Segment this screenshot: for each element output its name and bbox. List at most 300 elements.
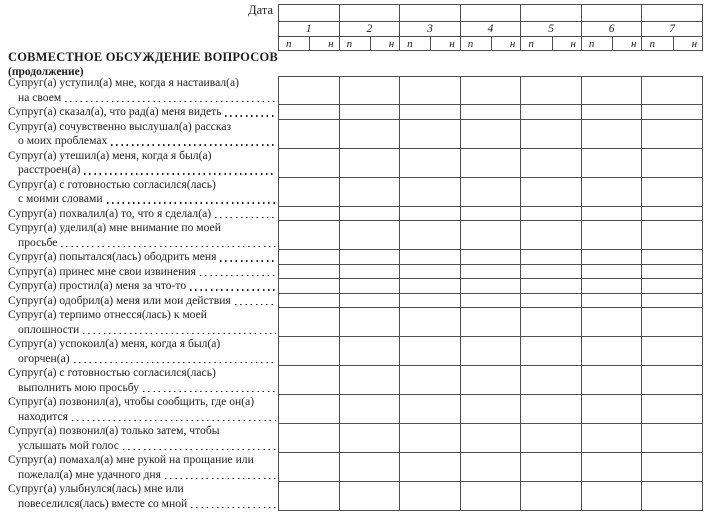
item-text xyxy=(8,250,278,265)
answer-cell xyxy=(340,453,401,482)
dotted-leader xyxy=(190,289,276,291)
item-line xyxy=(8,265,278,280)
answer-cell xyxy=(400,308,461,337)
dotted-leader xyxy=(65,101,276,103)
answer-cell xyxy=(642,395,703,424)
item-line xyxy=(8,192,278,207)
answer-cell xyxy=(582,250,643,265)
answer-cells xyxy=(278,149,703,178)
item-line xyxy=(8,279,278,294)
dotted-leader xyxy=(143,391,276,393)
items-grid xyxy=(8,76,703,511)
answer-cell xyxy=(340,424,401,453)
section-title: СОВМЕСТНОЕ ОБСУЖДЕНИЕ ВОПРОСОВ xyxy=(8,50,278,64)
item-line-text: находится xyxy=(18,409,68,423)
item-line-text: Супруг(а) уделил(а) мне внимание по моей xyxy=(8,221,221,234)
answer-cells xyxy=(278,424,703,453)
item-row xyxy=(8,149,703,178)
answer-cell xyxy=(461,308,522,337)
item-row xyxy=(8,76,703,105)
answer-cell xyxy=(521,120,582,149)
answer-cells xyxy=(278,250,703,265)
item-line-text: с моими словами xyxy=(18,192,103,205)
item-row xyxy=(8,120,703,149)
sub-column-n-2: н xyxy=(370,37,399,50)
answer-cell xyxy=(521,149,582,178)
answer-cells xyxy=(278,76,703,105)
item-line xyxy=(8,468,278,483)
answer-cell xyxy=(400,366,461,395)
date-entry-cell-3 xyxy=(399,5,460,21)
item-text xyxy=(8,221,278,250)
answer-cell xyxy=(340,178,401,207)
answer-cell xyxy=(521,105,582,120)
item-line-text: Супруг(а) позвонил(а) только затем, чтобы xyxy=(8,424,220,437)
answer-cells xyxy=(278,482,703,511)
answer-cell xyxy=(461,149,522,178)
answer-cell xyxy=(340,149,401,178)
answer-cell xyxy=(521,221,582,250)
answer-cell xyxy=(461,366,522,395)
date-label: Дата xyxy=(248,3,273,17)
sub-column-p-4: п xyxy=(467,37,474,50)
item-row xyxy=(8,294,703,309)
item-line-text: Супруг(а) терпимо отнесся(лась) к моей xyxy=(8,308,207,321)
answer-cell xyxy=(582,366,643,395)
item-line xyxy=(8,482,278,497)
item-row xyxy=(8,366,703,395)
answer-cell xyxy=(461,265,522,280)
answer-cell xyxy=(582,265,643,280)
item-line xyxy=(8,323,278,338)
answer-cell xyxy=(340,279,401,294)
item-text xyxy=(8,366,278,395)
dotted-leader xyxy=(235,304,276,306)
item-line xyxy=(8,395,278,410)
answer-cell xyxy=(582,424,643,453)
answer-cell xyxy=(461,453,522,482)
item-line-text: оплошности xyxy=(18,322,80,336)
answer-cell xyxy=(400,265,461,280)
answer-cell xyxy=(279,395,340,424)
dotted-leader xyxy=(215,217,276,219)
answer-cells xyxy=(278,221,703,250)
item-line-text: Супруг(а) с готовностью согласился(лась) xyxy=(8,177,216,191)
answer-cell xyxy=(582,120,643,149)
item-text xyxy=(8,337,278,366)
date-table xyxy=(278,4,703,51)
answer-cell xyxy=(279,482,340,511)
answer-cell xyxy=(521,279,582,294)
answer-cell xyxy=(279,265,340,280)
answer-cell xyxy=(582,149,643,178)
date-entry-cell-7 xyxy=(641,5,702,21)
column-number-4: 4 xyxy=(460,22,521,36)
answer-cell xyxy=(521,395,582,424)
item-text xyxy=(8,149,278,178)
answer-cell xyxy=(340,337,401,366)
item-row xyxy=(8,424,703,453)
answer-cell xyxy=(279,453,340,482)
answer-cell xyxy=(400,337,461,366)
item-line-text: расстроен(а) xyxy=(18,163,81,176)
answer-cell xyxy=(582,337,643,366)
item-line xyxy=(8,352,278,367)
answer-cell xyxy=(521,294,582,309)
column-number-7: 7 xyxy=(641,22,702,36)
answer-cell xyxy=(340,308,401,337)
column-number-5: 5 xyxy=(520,22,581,36)
answer-cell xyxy=(400,294,461,309)
item-line xyxy=(8,91,278,106)
item-text xyxy=(8,265,278,280)
item-line-text: выполнить мою просьбу xyxy=(18,380,140,394)
item-row xyxy=(8,207,703,222)
answer-cell xyxy=(582,207,643,222)
item-row xyxy=(8,178,703,207)
answer-cell xyxy=(340,482,401,511)
answer-cell xyxy=(642,424,703,453)
answer-cell xyxy=(582,453,643,482)
answer-cell xyxy=(642,76,703,105)
answer-cell xyxy=(582,105,643,120)
item-line-text: Супруг(а) одобрил(а) меня или мои действия xyxy=(8,293,231,307)
sub-column-p-6: п xyxy=(588,37,595,50)
dotted-leader xyxy=(200,275,276,277)
answer-cell xyxy=(642,105,703,120)
answer-cell xyxy=(521,366,582,395)
answer-cell xyxy=(461,395,522,424)
answer-cell xyxy=(642,265,703,280)
answer-cell xyxy=(582,308,643,337)
answer-cell xyxy=(400,279,461,294)
item-line xyxy=(8,294,278,309)
sub-column-pair-7 xyxy=(641,37,702,50)
answer-cells xyxy=(278,395,703,424)
item-line xyxy=(8,381,278,396)
item-line-text: повеселился(лась) вместе со мной xyxy=(18,496,188,510)
item-text xyxy=(8,178,278,207)
answer-cell xyxy=(461,250,522,265)
item-line xyxy=(8,236,278,251)
dotted-leader xyxy=(123,449,276,451)
answer-cell xyxy=(400,120,461,149)
answer-cell xyxy=(279,120,340,149)
answer-cell xyxy=(340,221,401,250)
item-text xyxy=(8,453,278,482)
answer-cell xyxy=(461,76,522,105)
answer-cell xyxy=(642,178,703,207)
answer-cell xyxy=(461,424,522,453)
item-text xyxy=(8,279,278,294)
answer-cell xyxy=(340,105,401,120)
answer-cells xyxy=(278,337,703,366)
column-number-1: 1 xyxy=(305,23,312,35)
answer-cell xyxy=(400,424,461,453)
dotted-leader xyxy=(225,115,276,117)
item-line xyxy=(8,120,278,135)
sub-column-p-3: п xyxy=(407,37,413,50)
item-line-text: Супруг(а) сказал(а), что рад(а) меня видеть xyxy=(8,105,222,118)
item-text xyxy=(8,207,278,222)
date-entry-cell-1 xyxy=(279,5,339,21)
item-line xyxy=(8,424,278,439)
item-row xyxy=(8,395,703,424)
date-entry-cell-4 xyxy=(460,5,521,21)
answer-cell xyxy=(521,265,582,280)
item-row xyxy=(8,337,703,366)
answer-cell xyxy=(279,178,340,207)
answer-cell xyxy=(279,105,340,120)
sub-column-pair-6 xyxy=(581,37,642,50)
sub-column-p-1: п xyxy=(286,37,292,50)
column-number-3: 3 xyxy=(399,22,460,36)
sub-column-n-4: н xyxy=(491,37,520,50)
item-line-text: Супруг(а) сочувственно выслушал(а) рассказ xyxy=(8,119,232,133)
dotted-leader xyxy=(165,478,276,480)
item-text xyxy=(8,120,278,149)
column-number-2: 2 xyxy=(339,22,400,36)
answer-cell xyxy=(400,76,461,105)
item-line-text: Супруг(а) принес мне свои извинения xyxy=(8,264,196,278)
answer-cell xyxy=(521,308,582,337)
answer-cell xyxy=(582,294,643,309)
answer-cell xyxy=(642,279,703,294)
sub-column-row xyxy=(279,36,702,50)
item-row xyxy=(8,265,703,280)
answer-cells xyxy=(278,265,703,280)
answer-cell xyxy=(400,105,461,120)
item-line xyxy=(8,439,278,454)
item-line-text: о моих проблемах xyxy=(18,134,108,147)
item-line-text: Супруг(а) простил(а) меня за что-то xyxy=(8,279,187,292)
sub-column-pair-1 xyxy=(279,37,339,50)
answer-cell xyxy=(461,178,522,207)
item-line xyxy=(8,497,278,512)
item-line-text: Супруг(а) улыбнулся(лась) мне или xyxy=(8,482,184,495)
column-number-6: 6 xyxy=(581,22,642,36)
item-line xyxy=(8,207,278,222)
answer-cell xyxy=(340,76,401,105)
answer-cells xyxy=(278,105,703,120)
answer-cell xyxy=(642,149,703,178)
answer-cell xyxy=(642,366,703,395)
sub-column-p-2: п xyxy=(346,37,353,50)
item-line-text: Супруг(а) уступил(а) мне, когда я настаивал(а) xyxy=(8,76,239,89)
item-line xyxy=(8,366,278,381)
dotted-leader xyxy=(61,246,276,248)
item-line-text: Супруг(а) помахал(а) мне рукой на прощание или xyxy=(8,453,254,466)
item-line xyxy=(8,178,278,193)
answer-cell xyxy=(400,149,461,178)
answer-cell xyxy=(279,207,340,222)
answer-cell xyxy=(340,250,401,265)
sub-column-p-5: п xyxy=(528,37,534,50)
answer-cells xyxy=(278,178,703,207)
answer-cell xyxy=(400,395,461,424)
item-text xyxy=(8,482,278,511)
sub-column-n-5: н xyxy=(552,37,581,50)
answer-cell xyxy=(521,424,582,453)
item-line xyxy=(8,76,278,91)
dotted-leader xyxy=(220,260,276,262)
item-text xyxy=(8,294,278,309)
item-line xyxy=(8,250,278,265)
item-line-text: на своем xyxy=(18,90,62,104)
sub-column-n-1: н xyxy=(309,37,338,50)
answer-cell xyxy=(400,482,461,511)
answer-cell xyxy=(400,207,461,222)
answer-cell xyxy=(279,424,340,453)
answer-cell xyxy=(279,76,340,105)
answer-cells xyxy=(278,207,703,222)
answer-cell xyxy=(461,279,522,294)
item-line xyxy=(8,337,278,352)
answer-cell xyxy=(340,395,401,424)
item-line xyxy=(8,134,278,149)
item-line-text: услышать мой голос xyxy=(18,438,119,452)
answer-cell xyxy=(461,120,522,149)
answer-cell xyxy=(279,250,340,265)
answer-cells xyxy=(278,453,703,482)
answer-cell xyxy=(400,250,461,265)
answer-cell xyxy=(400,178,461,207)
sub-column-n-3: н xyxy=(430,37,459,50)
sub-column-pair-4 xyxy=(460,37,521,50)
answer-cell xyxy=(340,366,401,395)
item-line xyxy=(8,453,278,468)
date-entry-cell-5 xyxy=(520,5,581,21)
date-entry-cell-6 xyxy=(581,5,642,21)
answer-cell xyxy=(340,120,401,149)
answer-cells xyxy=(278,366,703,395)
dotted-leader xyxy=(72,420,276,422)
answer-cell xyxy=(461,207,522,222)
answer-cell xyxy=(521,178,582,207)
answer-cell xyxy=(642,250,703,265)
answer-cell xyxy=(521,453,582,482)
answer-cell xyxy=(582,395,643,424)
date-entry-row xyxy=(279,5,702,21)
answer-cell xyxy=(582,221,643,250)
answer-cell xyxy=(521,76,582,105)
answer-cell xyxy=(279,366,340,395)
answer-cell xyxy=(642,207,703,222)
item-line-text: Супруг(а) утешил(а) меня, когда я был(а) xyxy=(8,148,212,162)
answer-cell xyxy=(279,294,340,309)
dotted-leader xyxy=(84,173,276,175)
answer-cell xyxy=(582,178,643,207)
item-line xyxy=(8,308,278,323)
answer-cell xyxy=(582,482,643,511)
answer-cell xyxy=(340,207,401,222)
answer-cell xyxy=(521,482,582,511)
item-text xyxy=(8,105,278,120)
answer-cell xyxy=(642,337,703,366)
item-row xyxy=(8,453,703,482)
answer-cells xyxy=(278,294,703,309)
answer-cell xyxy=(521,250,582,265)
answer-cell xyxy=(642,482,703,511)
answer-cell xyxy=(279,221,340,250)
sub-column-pair-3 xyxy=(399,37,460,50)
item-row xyxy=(8,250,703,265)
dotted-leader xyxy=(191,507,276,509)
item-line-text: Супруг(а) похвалил(а) то, что я сделал(а) xyxy=(8,206,212,220)
sub-column-pair-5 xyxy=(520,37,581,50)
item-text xyxy=(8,76,278,105)
dotted-leader xyxy=(111,144,276,146)
item-line-text: Супруг(а) позвонил(а), чтобы сообщить, где он(а) xyxy=(8,395,255,408)
answer-cell xyxy=(582,76,643,105)
answer-cell xyxy=(279,149,340,178)
answer-cell xyxy=(340,294,401,309)
date-entry-cell-2 xyxy=(339,5,400,21)
item-line-text: огорчен(а) xyxy=(18,351,70,365)
item-line xyxy=(8,221,278,236)
item-line-text: пожелал(а) мне удачного дня xyxy=(18,467,161,481)
answer-cell xyxy=(461,294,522,309)
item-row xyxy=(8,308,703,337)
item-text xyxy=(8,395,278,424)
answer-cell xyxy=(461,105,522,120)
dotted-leader xyxy=(83,333,276,335)
answer-cell xyxy=(400,453,461,482)
item-line xyxy=(8,149,278,164)
answer-cell xyxy=(400,221,461,250)
item-row xyxy=(8,221,703,250)
answer-cell xyxy=(521,207,582,222)
column-number-row xyxy=(279,21,702,36)
item-line-text: просьбе xyxy=(18,235,58,249)
item-text xyxy=(8,308,278,337)
answer-cell xyxy=(642,453,703,482)
answer-cell xyxy=(582,279,643,294)
item-line-text: Супруг(а) с готовностью согласился(лась) xyxy=(8,366,216,379)
answer-cell xyxy=(642,120,703,149)
dotted-leader xyxy=(107,202,276,204)
answer-cell xyxy=(642,294,703,309)
sub-column-n-7: н xyxy=(673,37,702,50)
answer-cell xyxy=(461,221,522,250)
sub-column-p-7: п xyxy=(649,37,655,50)
item-line xyxy=(8,410,278,425)
answer-cell xyxy=(279,337,340,366)
sub-column-pair-2 xyxy=(339,37,400,50)
sub-column-n-6: н xyxy=(612,37,641,50)
item-row xyxy=(8,279,703,294)
item-row xyxy=(8,482,703,511)
answer-cells xyxy=(278,279,703,294)
answer-cell xyxy=(461,482,522,511)
answer-cell xyxy=(340,265,401,280)
item-line xyxy=(8,163,278,178)
item-text xyxy=(8,424,278,453)
answer-cells xyxy=(278,308,703,337)
section-subtitle: (продолжение) xyxy=(8,66,84,78)
answer-cell xyxy=(279,279,340,294)
item-line xyxy=(8,105,278,120)
item-row xyxy=(8,105,703,120)
answer-cell xyxy=(521,337,582,366)
item-line-text: Супруг(а) успокоил(а) меня, когда я был(а) xyxy=(8,337,221,350)
answer-cells xyxy=(278,120,703,149)
answer-cell xyxy=(279,308,340,337)
item-line-text: Супруг(а) попытался(лась) ободрить меня xyxy=(8,250,217,263)
answer-cell xyxy=(461,337,522,366)
answer-cell xyxy=(642,308,703,337)
dotted-leader xyxy=(74,362,276,364)
